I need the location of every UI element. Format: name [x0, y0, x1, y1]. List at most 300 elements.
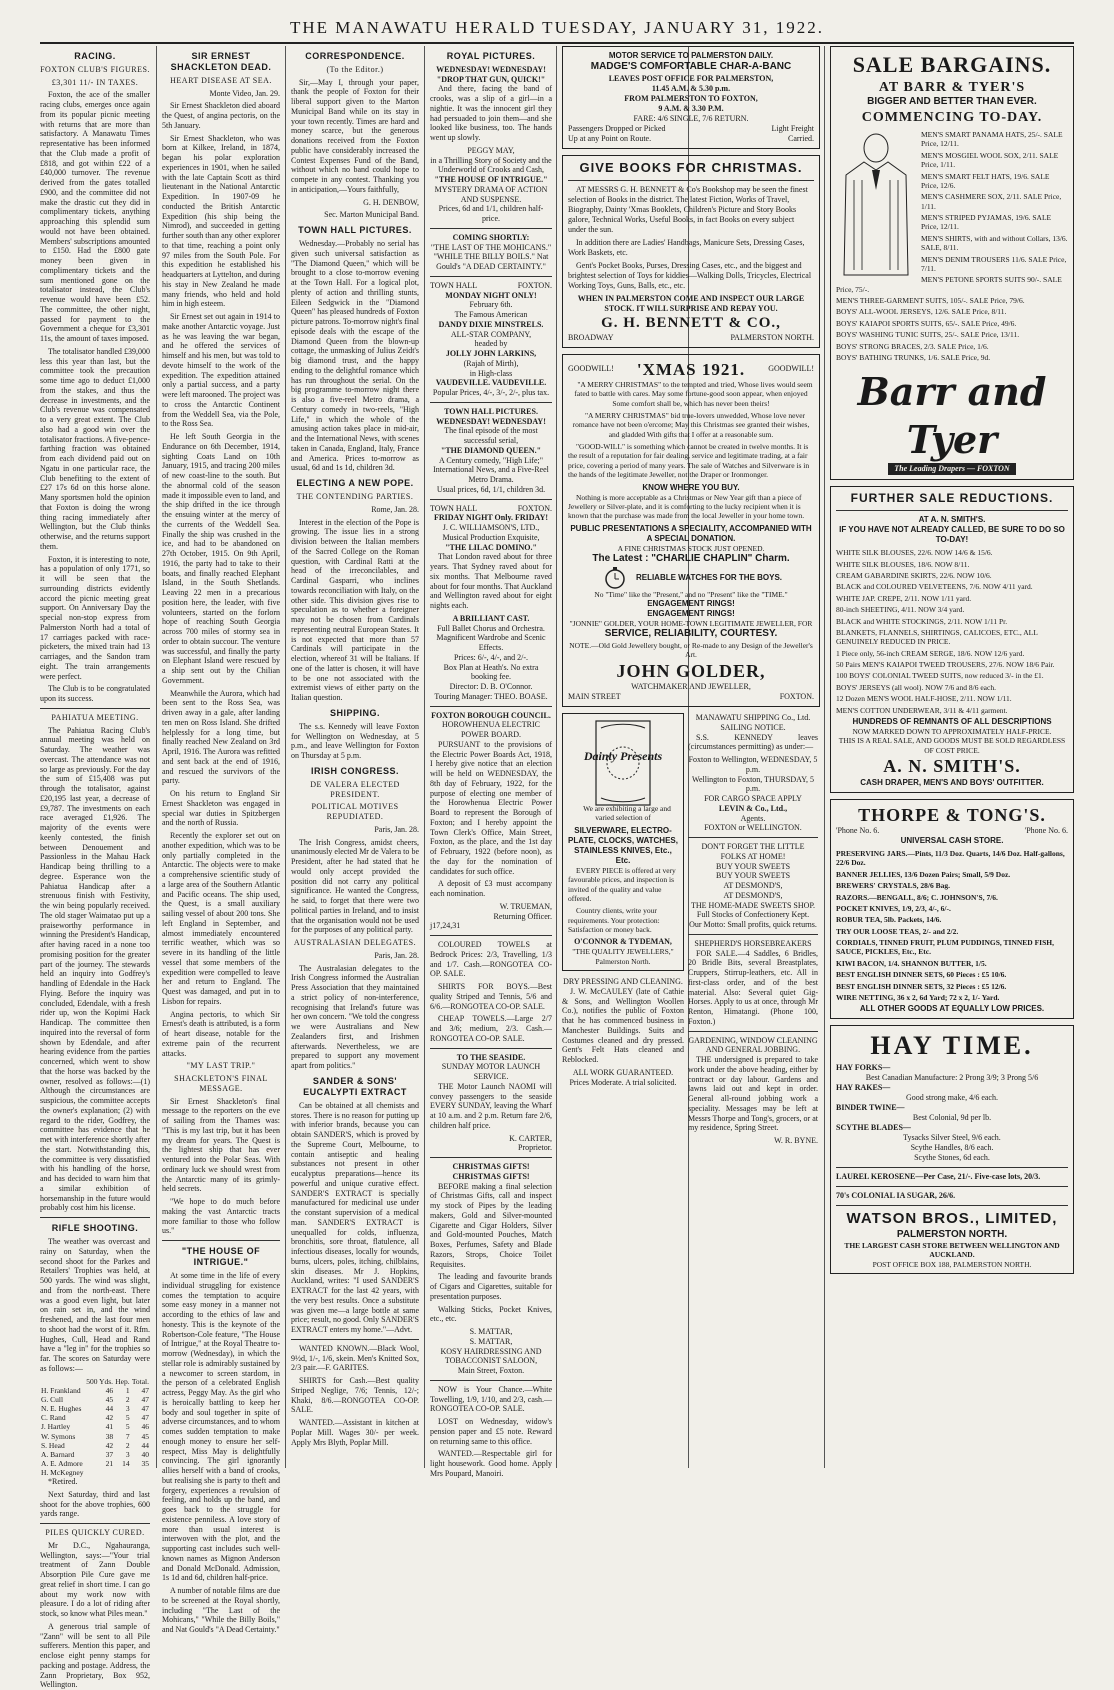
ad-paragraph: EVERY PIECE is offered at very favourable prices, and inspection is invited of the quality and value offered.: [568, 865, 676, 903]
list-item: MEN'S STRIPED PYJAMAS, 19/6. SALE Price, 12/11.: [921, 213, 1052, 232]
table-cell: 45: [105, 1394, 114, 1404]
classified-ad: SHIRTS for Cash.—Best quality Striped Neglige, 7/6; Tennis, 12/-; Khaki, 8/6.—RONGOTEA CO-OP. SALE.: [291, 1376, 419, 1415]
an-smith-ad: [830, 486, 1074, 792]
dry-cleaning-heading: DRY PRESSING AND CLEANING.: [563, 977, 683, 987]
article-paragraph: Recently the explorer set out on another expedition, which was to be only partially completed in the Antarctic. The objects were to make a comprehensive scientific study of a large area of the Southern Atlantic and Pacific oceans. The ship used, the Quest, is a small auxiliary sailing vessel of about 200 tons. She left England in September, and almost immediately encountered terrific weather, which was so severe in its handling of the little vessel that some members of the expedition were compelled to leave her and return to England. The Quest was damaged, and put in to Lisbon for repairs.: [162, 831, 280, 1006]
ad-company: JOHN GOLDER,: [616, 660, 766, 681]
classified-ad: SHIRTS FOR BOYS.—Best quality Striped and Tennis, 5/6 and 6/6.—RONGOTEA CO-OP. SALE.: [430, 982, 552, 1011]
classified-ad: COLOURED TOWELS at Bedrock Prices: 2/3, Travelling, 1/3 and 1/7. Cash.—RONGOTEA CO-OP. SALE.: [430, 940, 552, 979]
signature: Sec. Marton Municipal Band.: [324, 210, 419, 220]
table-cell: H. Frankland: [41, 1385, 81, 1395]
list-item: 100 BOYS' COLONIAL TWEED SUITS, now reduced 3/- in the £1.: [836, 671, 1044, 681]
article-paragraph: A generous trial sample of "Zann" will be sent to all Pile sufferers. Mention this paper, and enclose eight penny stamps for packing and postage. Address, the Zann Proprietary, Box 952, Wellington.: [40, 1621, 150, 1690]
thp-prices: Usual prices, 6d, 1/1, children 3d.: [436, 484, 546, 494]
event-vaudeville: VAUDEVILLE. VAUDEVILLE.: [435, 378, 547, 388]
event-text: ALL-STAR COMPANY,: [450, 329, 532, 339]
ad-line: CASH DRAPER, MEN'S AND BOYS' OUTFITTER.: [860, 777, 1044, 787]
list-item: 1 Piece only, 56-inch CREAM SERGE, 18/6. NOW 12/6 yard.: [836, 648, 1025, 658]
ad-line: 'Phone No. 6.: [1024, 826, 1068, 835]
table-header: [40, 1377, 85, 1386]
ad-line: DON'T FORGET THE LITTLE FOLKS AT HOME!: [701, 842, 805, 861]
thp-text: A Century comedy, "High Life;" International News, and a Five-Reel Metro Drama.: [433, 455, 549, 485]
borough-heading: FOXTON BOROUGH COUNCIL.: [431, 710, 551, 720]
table-cell: 44: [105, 1404, 114, 1414]
list-item: MEN'S SMART FELT HATS, 19/6. SALE Price, 12/6.: [921, 171, 1050, 190]
column-rule: [556, 46, 557, 1468]
table-cell: 3: [125, 1404, 130, 1414]
royal-star: PEGGY MAY,: [467, 145, 515, 155]
list-item: MEN'S SHIRTS, with and without Collars, 13/6. SALE, 8/11.: [921, 233, 1068, 253]
shackleton-heading: SIR ERNEST SHACKLETON DEAD.: [170, 51, 272, 72]
ad-line: PALMERSTON NORTH.: [896, 1228, 1008, 1240]
list-item: WIRE NETTING, 36 x 2, 6d Yard; 72 x 2, 1/- Yard.: [836, 992, 1000, 1002]
thp-heading: TOWN HALL PICTURES.: [444, 406, 538, 416]
dateline: Rome, Jan. 28.: [371, 504, 419, 514]
ad-line: The Latest : "CHARLIE CHAPLIN" Charm.: [592, 553, 790, 564]
table-cell: 3: [125, 1449, 130, 1459]
table-cell: 5: [125, 1413, 130, 1423]
ad-line: ENGAGEMENT RINGS!: [647, 598, 735, 608]
list-item: POCKET KNIVES, 1/9, 2/3, 4/-, 6/-.: [836, 903, 951, 913]
ad-line: BUY YOUR SWEETS: [715, 871, 791, 881]
table-header: Hep.: [115, 1376, 130, 1386]
divider: [430, 276, 552, 277]
racing-heading: RACING.: [74, 51, 116, 61]
table-cell: [114, 1468, 131, 1477]
irish-subheading-2: POLITICAL MOTIVES REPUDIATED.: [311, 802, 399, 822]
mattar-name: S. MATTAR,: [469, 1336, 513, 1346]
ad-company: THORPE & TONG'S.: [858, 804, 1046, 825]
event-text: Musical Production Exquisite,: [442, 532, 540, 542]
table-row: [40, 1468, 150, 1477]
event-prices: Prices: 6/-, 4/-, and 2/-.: [454, 652, 528, 662]
footnote: *Retired.: [48, 1477, 78, 1487]
intrigue-heading: "THE HOUSE OF INTRIGUE.": [181, 1246, 261, 1268]
ad-paragraph: J. W. McCAULEY (late of Cathie & Sons, and Wellington Woollen Co.), notifies the public of Foxton that he has commenced business in Manchester Buildings. Suits and Costumes cleaned and dry pressed. Gent's Felt Hats cleaned and Reblocked.: [562, 986, 684, 1065]
list-item: MEN'S DENIM TROUSERS 11/6. SALE Price, 7/11.: [921, 254, 1067, 273]
table-cell: 45: [141, 1431, 149, 1441]
ad-line: Best Canadian Manufacture: 2 Prong 3/9; 3 Prong 5/6: [865, 1072, 1039, 1082]
list-item: ROBUR TEA, 5lb. Packets, 14/6.: [836, 915, 942, 925]
ad-line: MAIN STREET: [568, 692, 621, 701]
list-item: WHITE SILK BLOUSES, 22/6. NOW 14/6 & 15/6.: [836, 548, 993, 558]
ad-line: Wellington to Foxton, THURSDAY, 5 p.m.: [692, 774, 814, 794]
piles-heading: PILES QUICKLY CURED.: [45, 1528, 145, 1538]
list-item: BEST ENGLISH DINNER SETS, 32 Pieces : £5 12/6.: [836, 981, 1007, 991]
article-paragraph: The Irish Congress, amidst cheers, unanimously elected Mr de Valera to be President, after he had stated that he would only accept provided the position did not carry any political significance. He wanted the Congress, he said, to forget that there were two political parties in Ireland, and to insist that the organisation would not be used for the purposes of any political party.: [291, 837, 419, 935]
table-cell: 5: [125, 1422, 130, 1432]
ad-paragraph: "A MERRY CHRISTMAS" bid true-lovers unwedded, Whose love never romance have not been o'ercome; May this Christmas see granted their wishes, and gladded With gifts that I offer at a reasonable sum.: [572, 410, 810, 439]
ad-line: 'Phone No. 6.: [836, 826, 880, 835]
list-item: MEN'S THREE-GARMENT SUITS, 105/-. SALE Price, 79/6.: [836, 296, 1025, 305]
table-cell: 35: [141, 1458, 149, 1468]
table-cell: G. Cull: [41, 1394, 64, 1404]
town-hall-heading: TOWN HALL PICTURES.: [298, 225, 412, 236]
seaside-subheading: SUNDAY MOTOR LAUNCH SERVICE.: [441, 1062, 541, 1082]
gardening-heading: GARDENING, WINDOW CLEANING AND GENERAL JOBBING.: [688, 1035, 818, 1055]
table-cell: N. E. Hughes: [41, 1404, 82, 1414]
ad-heading: MOTOR SERVICE TO PALMERSTON DAILY.: [608, 51, 774, 60]
list-item: BOYS' JERSEYS (all wool). NOW 7/6 and 8/6 each.: [836, 682, 996, 692]
list-item: BOYS' KAIAPOI SPORTS SUITS, 65/-. SALE Price, 49/6.: [836, 318, 1017, 328]
monday-heading: MONDAY NIGHT ONLY!: [445, 290, 537, 300]
table-header: Total.: [131, 1376, 149, 1386]
lower-ads: [562, 713, 820, 1146]
ad-line: Good strong make, 4/6 each.: [906, 1092, 998, 1102]
event-prices: Popular Prices, 4/-, 3/-, 2/-, plus tax.: [432, 388, 550, 398]
dainty-presents-logo: Dainty Presents: [583, 749, 663, 763]
ad-line: COMMENCING TO-DAY.: [861, 109, 1043, 125]
signature: G. H. DENBOW,: [363, 197, 419, 207]
barr-tyer-logo: [836, 368, 1068, 475]
friday-heading: FRIDAY NIGHT Only. FRIDAY!: [433, 513, 549, 523]
ad-company: G. H. BENNETT & CO.,: [601, 314, 781, 331]
ad-line: WHEN IN PALMERSTON COME AND INSPECT OUR LARGE STOCK. IT WILL SURPRISE AND REPAY YOU.: [577, 293, 805, 313]
event-text: (Rajah of Mirth),: [463, 358, 519, 368]
article-paragraph: The leading and favourite brands of Cigars and Cigarettes, suitable for presentation purposes.: [430, 1272, 552, 1301]
table-cell: [131, 1468, 150, 1477]
divider: [291, 1339, 419, 1340]
ad-line: 70's COLONIAL IA SUGAR, 26/6.: [836, 1190, 956, 1200]
list-item: BOYS' ALL-WOOL JERSEYS, 12/6. SALE Price, 8/11.: [836, 307, 1007, 317]
ad-company: A. N. SMITH'S.: [883, 756, 1021, 776]
signature: Returning Officer.: [493, 911, 552, 921]
ad-line: HAY FORKS—: [836, 1062, 891, 1072]
column-7: [830, 46, 1074, 1468]
ad-line: Palmerston North.: [595, 956, 651, 966]
ad-line: FOXTON or WELLINGTON.: [704, 823, 802, 833]
list-item: TRY OUR LOOSE TEAS, 2/- and 2/2.: [836, 926, 959, 936]
table-cell: J. Hartley: [41, 1422, 71, 1432]
ad-line: ALL OTHER GOODS AT EQUALLY LOW PRICES.: [859, 1004, 1045, 1014]
ad-paragraph: THE undersigned is prepared to take work under the above heading, either by contract or day labour. Gardens and lawns laid out and kept in order. General all-round jobbing work a speciality. Messages may be left at Messrs Thorpe and Tong's, grocers, or at my residence, Spring Street.: [688, 1055, 818, 1133]
mattar-address: Main Street, Foxton.: [457, 1366, 525, 1376]
article-paragraph: Wednesday.—Probably no serial has given such universal satisfaction as "The Diamond Queen," which will be brought to a close to-morrow evening at the Town Hall. For a logical plot, plenty of action and thrilling stunts, Eileen Sedgwick in the "Diamond Queen" has pleased hundreds of Foxton picture patrons. To-morrow night's final episode deals with the escape of the Diamond Queen from the blown-up cottage, the unmasking of Julius Zeidt's big diamond trust, and the happy ending to the delightful romance which has run throughout the serial. On the big programme to-morrow night there is also a five-reel Metro drama, a Century comedy in two-reels, "High Life," in which the whole of the amusing action takes place in mid-air, and the International News, with scenes taken in Canada, England, Italy, France and America. Prices to-morrow as usual, 6d and 1s 1d, children 3d.: [291, 239, 419, 473]
ad-line: AT A. N. SMITH'S.: [918, 515, 986, 525]
list-item: 80-inch SHEETING, 4/11. NOW 3/4 yard.: [836, 605, 965, 615]
divider: [40, 708, 150, 709]
reference: j17,24,31: [430, 921, 461, 931]
ad-line: "JONNIE" GOLDER, YOUR HOME-TOWN LEGITIMATE JEWELLER, FOR: [569, 618, 813, 628]
list-item: 50 Pairs MEN'S KAIAPOI TWEED TROUSERS, 27/6. NOW 18/6 Pair.: [836, 660, 1055, 669]
article-paragraph: The totalisator handled £39,000 less this year than last, but the committee took the precaution some time ago to deduct £1,000 from the stakes, and thus the decrease in investments, and the Club's revenue was compensated to a very great extent. The Club also had a good win over the totalisator fractions. A five-pence-farthing fraction was obtained from each dividend paid out on Ngatu in one particular race, the Club benefiting to the extent of £27 17s 6d on this horse alone. Many sportsmen hold the opinion that Foxton is doing the wrong thing racing immediately after Wellington, but the Club thinks otherwise, and the returns support them.: [40, 346, 150, 551]
ad-line: WATCHMAKER AND JEWELLER,: [631, 682, 751, 691]
article-paragraph: Sir Ernest Shackleton died aboard the Quest, of angina pectoris, on the 5th January.: [162, 101, 280, 130]
event-text: headed by: [474, 339, 508, 349]
racing-subheading-2: £3,301 11/- IN TAXES.: [51, 77, 139, 87]
ad-company: O'CONNOR & TYDEMAN,: [574, 937, 672, 947]
event-text: Touring Manager: THEO. BOASE.: [434, 691, 548, 701]
table-cell: 47: [141, 1413, 149, 1423]
table-row: [40, 1441, 150, 1450]
ad-line: IF YOU HAVE NOT ALREADY CALLED, BE SURE TO DO SO TO-DAY!: [839, 525, 1065, 545]
event-text: Box Plan at Heath's. No extra booking fee.: [443, 662, 539, 682]
golder-ad: [562, 354, 820, 708]
dateline: Paris, Jan. 28.: [374, 950, 419, 960]
article-paragraph: Sir,—May I, through your paper, thank the people of Foxton for their liberal support given to the Marton Municipal Band while on its stay in your town recently. Times are hard and money scarce, but the generous donations received from the Foxton public have considerably increased the Contest Expenses Fund of the Band, without which no band could hope to compete in any contest. Thanking you in anticipation,—Yours faithfully,: [291, 77, 419, 194]
logo-text: Barr and Tyer: [857, 369, 1047, 462]
dateline: Paris, Jan. 28.: [374, 824, 419, 834]
article-paragraph: Mr D.C., Ngahauranga, Wellington, says:—"Your trial treatment of Zann Double Absorption Pile Cure gave me great relief in short time. I can go about my work now with pleasure. I do a lot of riding after stock, so know what Piles mean.": [40, 1540, 150, 1619]
racing-subheading: FOXTON CLUB'S FIGURES.: [40, 64, 150, 74]
list-item: MEN'S CASHMERE SOX, 2/11. SALE Price, 1/11.: [921, 192, 1062, 211]
ad-line: Tysacks Silver Steel, 9/6 each.: [903, 1132, 1001, 1142]
list-item: CREAM GABARDINE SKIRTS, 22/6. NOW 10/6.: [836, 571, 992, 580]
article-paragraph: A deposit of £3 must accompany each nomination.: [430, 879, 552, 899]
sailing-notice: SAILING NOTICE.: [720, 722, 786, 732]
rifle-score-table: [40, 1377, 150, 1478]
pope-subheading: THE CONTENDING PARTIES.: [296, 492, 414, 502]
article-paragraph: The s.s. Kennedy will leave Foxton for Wellington on Wednesday, at 5 p.m., and leave Wellington for Foxton on Thursday at 5 p.m.: [291, 721, 419, 761]
pahiatua-heading: PAHIATUA MEETING.: [51, 712, 139, 722]
divider: [430, 706, 552, 707]
column-6: [688, 713, 818, 1146]
table-row: [40, 1395, 150, 1404]
article-paragraph: PURSUANT to the provisions of the Electric Power Boards Act, 1918, I hereby give notice that an election will be held on WEDNESDAY, the 8th day of February, 1922, for the purpose of electing one member of the Horowhenua Electric Power Board to represent the Borough of Foxton; and I hereby appoint the Town Clerk's Office, Main Street, Foxton, as the place, and the 1st day of February, 1922 (before noon), as the day for the nomination of candidates for such office.: [430, 739, 552, 876]
list-item: MEN'S MOSGIEL WOOL SOX, 2/11. SALE Price, 1/11.: [921, 150, 1059, 170]
ad-paragraph: Gent's Pocket Books, Purses, Dressing Cases, etc., and the biggest and brightest selection of Toys for kiddies—Walking Dolls, Tricycles, Electrical Working Toys, Guns, Balls, etc., etc.: [568, 260, 812, 290]
article-paragraph: The weather was overcast and rainy on Saturday, when the second shoot for the Parkes and Retailers' Trophies was held, at 500 yards. The wind was slight, and from the north-east. There was a good even light, but later on rain set in, and the wind freshened, and the last four men to shoot had the worst of it. Rfm. Hughes, Cull, Head and Rand have a "leg in" for the trophies so far. The scores on Saturday were as follows:—: [40, 1237, 150, 1373]
horsebreakers-heading: SHEPHERD'S HORSEBREAKERS: [694, 938, 812, 948]
table-cell: 41: [105, 1422, 114, 1432]
column-4: [430, 46, 552, 1478]
article-paragraph: On his return to England Sir Ernest Shackleton was engaged in special war duties in Spitzbergen and the north of Russia.: [162, 789, 280, 828]
ad-paragraph: AT MESSRS G. H. BENNETT & Co's Bookshop may be seen the finest selection of Books in the district. The latest Fiction, Works of Travel, Biography, Dainty 'Xmas Booklets, Children's Picture and Story Books galore, Technical Works, Useful Books, in fact Books on every subject under the sun.: [568, 184, 808, 234]
article-paragraph: Next Saturday, third and last shoot for the above trophies, 600 yards range.: [40, 1489, 150, 1519]
list-item: BOYS' STRONG BRACES, 2/3. SALE Price, 1/6.: [836, 341, 989, 351]
town-hall-place: FOXTON.: [517, 280, 552, 290]
shackleton-subheading: HEART DISEASE AT SEA.: [170, 75, 272, 85]
table-cell: [85, 1468, 114, 1477]
royal-film-title: "DROP THAT GUN, QUICK!": [436, 74, 546, 84]
ad-line: POST OFFICE BOX 188, PALMERSTON NORTH.: [872, 1259, 1032, 1269]
ad-paragraph: "GOOD-WILL" is something which cannot be created in twelve months. It is the result of a reputation for fair dealing, service and legitimate trading, at a fair price, covering a period of many years. The sale of Watches and Silverware is in the hands of the legitimate Jeweller, not the Draper or Ironmonger.: [568, 442, 810, 480]
list-item: WHITE JAP. CREPE, 2/11. NOW 1/11 yard.: [836, 593, 972, 603]
event-date: February 6th.: [469, 300, 513, 310]
royal-pictures-heading: ROYAL PICTURES.: [446, 51, 536, 61]
article-paragraph: Can be obtained at all chemists and stores. There is no reason for putting up with inferior brands, because you can obtain SANDER'S, which is proved by the Supreme Court, Melbourne, to contain antiseptic and healing substances not present in other eucalyptus preparations—hence its powerful and unique curative effect. SANDER'S EXTRACT is specially manufactured for medicinal use under the constant supervision of a medical man. SANDER'S EXTRACT is unequalled for colds, influenza, bronchitis, sore throat, flatulence, all infectious diseases, locally for wounds, burns, ulcers, poles, itching, chilblains, skin diseases. Mr J. Hopkins, Auckland, writes: "I used SANDER'S EXTRACT for the last 42 years, with the very best results. Once a substitute was given me—a large bottle at same price; result, no good. Only SANDER'S EXTRACT enters my home."—Advt.: [291, 1100, 419, 1335]
table-row: [40, 1386, 150, 1395]
coming-heading: COMING SHORTLY:: [452, 232, 530, 242]
ad-line: FOXTON.: [779, 692, 814, 701]
divider: [430, 499, 552, 500]
ad-paragraph: FOR SALE.—4 Saddles, 6 Bridles, 20 Bridle Bits, several Breastplates, Cruppers, Stirrup-leathers, etc. All in first-class order, and of the best material. Also: Several quiet Gig-Horses. Apply to us at once, through Mr Renton, Himatangi. (Phone 100, Foxton.): [688, 948, 818, 1026]
ad-company: WATSON BROS., LIMITED,: [846, 1209, 1058, 1227]
article-paragraph: Sir Ernest set out again in 1914 to make another Antarctic voyage. Just as he was leaving the war began, and he offered the services of himself and his men, but was told to devote himself to the work of the expedition. The expedition attained only a partial success, and a party were left marooned. The project was to cross the Antarctic Continent from the Weddell Sea, via the Pole, to the Ross Sea.: [162, 312, 280, 429]
ad-line: PUBLIC PRESENTATIONS A SPECIALITY, ACCOMPANIED WITH A SPECIAL DONATION.: [570, 523, 812, 543]
divider: [430, 935, 552, 936]
column-rule: [156, 46, 157, 1468]
town-hall-place: FOXTON.: [517, 503, 552, 513]
table-cell: 47: [141, 1385, 149, 1395]
list-item: BREWERS' CRYSTALS, 28/6 Bag.: [836, 881, 950, 891]
event-text: The Famous American: [454, 310, 528, 320]
ad-line: Our Motto: Small profits, quick returns.: [689, 920, 817, 929]
royal-text: in a Thrilling Story of Society and the Underworld of Crooks and Cash,: [430, 155, 552, 175]
classified-ad: NOW is Your Chance.—White Towelling, 1/9, 1/10, and 2/3, cash.—RONGOTEA CO-OP. SALE.: [430, 1384, 552, 1414]
ad-line: BUY YOUR SWEETS: [715, 861, 791, 871]
minstrels-name: DANDY DIXIE MINSTRELS.: [438, 319, 544, 329]
table-row: [40, 1450, 150, 1459]
article-paragraph: Foxton, the ace of the smaller racing clubs, emerges once again from its popular picnic meeting with returns that are more than satisfactory. A Manawatu Times representative has been informed that the Club made a profit of £818, and got within £22 of a £40,000 turnover. The revenue derived from the gates totalled £900, and the committee did not make the drastic cut they did in complimentary tickets, anything approaching this splendid sum would not have been obtained. Members' subscriptions amounted to £150. Had the £800 gate money been given in complimentary tickets and the sum mentioned gone on the totalisator instead, the Club's revenue would have been £52. The committee, the other night, passed for payment to the Government a cheque for £3,301 11s, the amount of taxes imposed.: [40, 90, 150, 344]
event-text: J. C. WILLIAMSON'S, LTD.,: [442, 523, 540, 533]
divider: [430, 228, 552, 229]
thp-text: The final episode of the most successful serial,: [444, 426, 538, 446]
column-rule: [824, 46, 825, 1468]
table-cell: 47: [141, 1394, 149, 1404]
ad-line: FROM PALMERSTON TO FOXTON,: [624, 93, 758, 103]
correspondence-heading: CORRESPONDENCE.: [305, 51, 405, 61]
article-paragraph: The Pahiatua Racing Club's annual meeting was held on Saturday. The weather was overcast. The attendance was not so large as previously. For the day the sum of £15,408 was put through the totalisator, against £20,195 last year, a decrease of £9,787. The investments on each race averaged £1,926. The majority of the events were keenly contested, the finish between Denouement and Passionless in the Mahau Hack Handicap being thrilling to a degree. Esperance won the Pahiatua Handicap after a strenuous finish with Festivity, the win being popularly received. The old stager Waimatao put up a praiseworthy performance in winning the President's Handicap, after having raced in a none too promising position for the greater part of the journey. The stewards held an inquiry into Godfrey's handling of Edendale in the Hack Flying. Before the inquiry was concluded, Edendale, with a fresh rider up, won the Kopimi Hack Handicap. The committee then inquired into the reversal of form shown by Edendale, and after hearing evidence from the parties concerned, which went to show that the horse was backed by the owner, resolved as follows:—(1) Although the circumstances are suspicious, the committee accepts the owner's explanation; (2) with regard to the rider, Godfrey, the committee has evidence that he met with interference shortly after the start. Notwithstanding this, the committee is very dissatisfied with his handling of the horse, and has decided to warn him that a similar exhibition of horsemanship in the future would probably cost him his license.: [40, 725, 150, 1213]
ad-line: THE LARGEST CASH STORE BETWEEN WELLINGTON AND AUCKLAND.: [844, 1241, 1060, 1260]
table-cell: 46: [105, 1385, 114, 1395]
ad-line: FOR CARGO SPACE APPLY: [704, 794, 802, 803]
article-paragraph: Angina pectoris, to which Sir Ernest's death is attributed, is a form of heart disease, notable for the extreme pain of the recurrent attacks.: [162, 1009, 280, 1058]
ad-title: MADGE'S COMFORTABLE CHAR-A-BANC: [590, 61, 792, 72]
ad-paragraph: Nothing is more acceptable as a Christmas or New Year gift than a piece of Jewellery or Silver-plate, and it is comforting to the lucky recipient when it is known that the purchase was made from the local Jeweller in your home town.: [568, 492, 805, 521]
ad-title: SALE BARGAINS.: [852, 52, 1052, 77]
watson-bros-ad: [830, 1025, 1074, 1274]
classified-ad: WANTED KNOWN.—Black Wool, 9½d, 1/-, 1/6, skein. Men's Knitted Sox, 2/3 pair.—F. GARITES.: [291, 1343, 419, 1373]
ad-line: Light Freight: [771, 123, 814, 133]
ad-line: RELIABLE WATCHES FOR THE BOYS.: [635, 572, 783, 582]
divider: [430, 1048, 552, 1049]
town-hall-label: TOWN HALL: [430, 503, 478, 513]
ad-title: GIVE BOOKS FOR CHRISTMAS.: [579, 159, 803, 175]
classified-ad: WANTED.—Respectable girl for light housework. Good home. Apply Mrs Poupard, Manoiri.: [430, 1449, 552, 1478]
gifts-heading: CHRISTMAS GIFTS!: [452, 1171, 530, 1181]
table-cell: 42: [105, 1440, 114, 1450]
correspondence-subheading: (To the Editor.): [326, 64, 384, 74]
table-row: [40, 1432, 150, 1441]
article-paragraph: "We hope to do much before making the vast Antarctic tracts more familiar to those who follow us.": [162, 1197, 280, 1236]
list-item: CORDIALS, TINNED FRUIT, PLUM PUDDINGS, TINNED FISH, SAUCE, PICKLES, Etc., Etc.: [836, 938, 1054, 957]
books-ad: [562, 155, 820, 348]
list-item: PRESERVING JARS.—Pints, 11/3 Doz. Quarts, 14/6 Doz. Half-gallons, 22/6 Doz.: [836, 849, 1065, 868]
signature: Proprietor.: [518, 1143, 552, 1153]
sander-heading: SANDER & SONS' EUCALYPTI EXTRACT: [303, 1075, 407, 1097]
ad-title: FURTHER SALE REDUCTIONS.: [850, 491, 1054, 506]
table-cell: 47: [141, 1404, 149, 1414]
list-item: KIWI BACON, 1/4. SHANNON BUTTER, 1/5.: [836, 958, 987, 968]
article-paragraph: THE Motor Launch NAOMI will convey passengers to the seaside EVERY SUNDAY, leaving the Wharf at 10 a.m. and 2 p.m. Return fare 2/6, children half price.: [430, 1081, 552, 1130]
ad-line: THE HOME-MADE SWEETS SHOP.: [691, 900, 815, 910]
divider: [430, 1157, 552, 1158]
ad-line: GOODWILL!: [768, 364, 814, 374]
ad-line: SILVERWARE, ELECTRO-PLATE, CLOCKS, WATCHES, STAINLESS KNIVES, Etc., Etc.: [568, 825, 678, 865]
table-cell: W. Symons: [41, 1431, 76, 1441]
ad-line: ENGAGEMENT RINGS!: [647, 608, 735, 618]
ad-line: Carried.: [788, 133, 814, 143]
shirt-illustration-icon: [836, 130, 916, 280]
irish-heading: IRISH CONGRESS.: [310, 765, 399, 776]
irish-subheading: DE VALERA ELECTED PRESIDENT.: [310, 779, 400, 799]
column-3: [291, 46, 419, 1468]
table-cell: 42: [105, 1413, 114, 1423]
article-paragraph: Foxton, it is interesting to note, has a population of only 1771, so it will be seen that the surrounding districts evidently accord the picnic meeting great support. On Anniversary Day the special non-stop express from Palmerston North had a total of 17 carriages packed with race-picketers, the mixed train had 13 carriages, and the Sandon tram eight. The train arrangements were perfect.: [40, 554, 150, 681]
article-paragraph: That London raved about for three years. That Sydney raved about for six months. That Melbourne raved about for four months. That Auckland and Wellington raved about for eight nights each.: [430, 552, 552, 611]
table-cell: A. Barnard: [41, 1449, 75, 1459]
table-cell: 7: [125, 1431, 130, 1441]
event-text: in High-class: [469, 368, 513, 378]
table-cell: 46: [141, 1422, 149, 1432]
lilac-title: "THE LILAC DOMINO.": [445, 542, 537, 552]
list-item: BANNER JELLIES, 13/6 Dozen Pairs; Small, 5/9 Doz.: [836, 869, 1011, 879]
classified-ad: CHEAP TOWELS.—Large 2/7 and 3/6; medium, 2/3. Cash.—RONGOTEA CO-OP. SALE.: [430, 1014, 552, 1043]
ad-line: 11.45 A.M. & 5.30 p.m.: [651, 83, 731, 93]
list-item: RAZORS.—BENGALL, 8/6; C. JOHNSON'S, 7/6.: [836, 892, 998, 902]
royal-feature: "THE HOUSE OF INTRIGUE.": [434, 175, 548, 185]
table-header: 500 Yds.: [86, 1376, 114, 1386]
ad-title: HAY TIME.: [870, 1031, 1034, 1061]
borough-subheading: HOROWHENUA ELECTRIC POWER BOARD.: [442, 720, 540, 740]
ad-company: AT DESMOND'S,: [723, 890, 783, 900]
ad-line: PALMERSTON NORTH.: [730, 332, 814, 342]
divider: [430, 1380, 552, 1381]
ad-line: Up at any Point on Route.: [568, 133, 652, 143]
ad-line: GOODWILL!: [568, 364, 614, 374]
thorpe-tong-ad: [830, 799, 1074, 1020]
article-paragraph: Sir Ernest Shackleton, who was born at Kilkee, Ireland, in 1874, began his polar exploration experiences in 1901, when he sailed with the late Captain Scott as third lieutenant in the National Antarctic Expedition. In 1907-09 he conducted the British Antarctic Expedition (his ship being the Nimrod), and succeeded in getting further south than any other explorer to that time, reaching a point only 97 miles from the South Pole. For this expedition he established his headquarters at Lyttelton, and during his stay in New Zealand he made many friends, who held and hold him in high esteem.: [162, 133, 280, 309]
thp-day: WEDNESDAY! WEDNESDAY!: [436, 416, 546, 426]
table-row: [40, 1422, 150, 1431]
divider: [40, 1523, 150, 1524]
australasian-heading: AUSTRALASIAN DELEGATES.: [293, 938, 417, 948]
ad-line: SERVICE, RELIABILITY, COURTESY.: [604, 628, 778, 640]
ad-line: No "Time" like the "Present," and no "Present" like the "TIME.": [594, 589, 788, 599]
dainty-presents-ad: [562, 713, 684, 971]
mattar-business: KOSY HAIRDRESSING AND TOBACCONIST SALOON,: [440, 1346, 542, 1366]
ad-paragraph: S.S. KENNEDY leaves (circumstances permitting) as under:—: [688, 732, 818, 752]
article-paragraph: At some time in the life of every individual struggling for existence comes the temptation to acquire some easy money in a manner not according to the ethics of law and honesty. This is the keynote of the Robertson-Cole feature, "The House of Intrigue," at the Royal Theatre to-morrow (Wednesday), in which the stellar role is admirably sustained by a newcomer to screen stardom, in the person of a celebrated English actress, Peggy May. As the girl who is heroically battling to keep her body and soul together in spite of adverse circumstances, and to whom comes sudden temptation to make enough money to ensure her self-respect, Miss May is delightfully convincing. The girl ignorantly allies herself with a band of crooks, but realising she is party to theft and forgery, experiences a revulsion of feeling, and holds up the band, and goes back to the struggle for existence penniless. A love story of more than usual interest is interwoven with the plot, and the supporting cast includes such well-known names as Mignon Anderson and Donald McDonald. Admission, 1s 1d and 6d, children half-price.: [162, 1271, 280, 1583]
gifts-heading: CHRISTMAS GIFTS!: [452, 1162, 530, 1172]
table-cell: 2: [125, 1394, 130, 1404]
pope-heading: ELECTING A NEW POPE.: [296, 478, 414, 489]
barr-tyer-sale-ad: [830, 46, 1074, 480]
table-cell: 38: [105, 1431, 114, 1441]
ad-line: 9 A.M. & 3.30 P.M.: [658, 103, 724, 113]
table-cell: 1: [125, 1385, 130, 1395]
ad-paragraph: In addition there are Ladies' Handbags, Manicure Sets, Dressing Cases, Work Baskets, etc.: [568, 237, 805, 257]
ad-line: LAUREL KEROSENE—Per Case, 21/-. Five-case lots, 20/3.: [836, 1171, 1041, 1181]
royal-prices: Prices, 6d and 1/1, children half-price.: [438, 204, 544, 224]
list-item: BLACK and COLOURED VELVETEENS, 7/6. NOW 4/11 yard.: [836, 582, 1033, 592]
column-1: [40, 46, 150, 1690]
ad-line: SCYTHE BLADES—: [836, 1122, 911, 1132]
watch-icon: [600, 566, 630, 590]
dateline: Monte Video, Jan. 29.: [209, 88, 280, 98]
motor-service-ad: [562, 46, 820, 149]
ad-line: AT BARR & TYER'S: [878, 79, 1026, 95]
ad-line: NOTE.—Old Gold Jewellery bought, or Re-made to any Design of the Jeweller's Art.: [569, 640, 813, 660]
event-text: A BRILLIANT CAST.: [452, 613, 530, 623]
event-text: Full Ballet Chorus and Orchestra. Magnificent Wardrobe and Scenic Effects.: [436, 623, 546, 653]
signature: W. TRUEMAN,: [499, 901, 552, 911]
event-star: JOLLY JOHN LARKINS,: [445, 349, 537, 359]
list-item: MEN'S PETONE SPORTS SUITS 90/-. SALE Price, 75/-.: [836, 275, 1062, 294]
article-paragraph: A number of notable films are due to be screened at the Royal shortly, including "The Last of the Mohicans," "While the Billy Boils," and Nat Gould's "A Dead Certainty.": [162, 1586, 280, 1635]
article-paragraph: Interest in the election of the Pope is growing. The issue lies in a strong division between the Italian members of the Sacred College on the Roman question, with Cardinal Ratti at the head of the irreconcilables, and Cardinal Gasparri, who inclines towards reconciliation with Italy, on the other side. This division gives rise to speculation as to whether a foreigner may not be chosen from Cardinals representing neutral European States. It is not expected that more than 57 Cardinals will participate in the election, whereof 31 will be Italians. If one of the latter is chosen, it will have to be one not associated with the extremist views of either party on the Italian question.: [291, 517, 419, 703]
table-cell: 2: [125, 1440, 130, 1450]
ad-line: UNIVERSAL CASH STORE.: [900, 836, 1004, 845]
table-cell: S. Head: [41, 1440, 65, 1450]
article-paragraph: And there, facing the band of crooks, was a slip of a girl—in a nightie. It was the innocent girl they had persuaded to join them—and she looked like business, too. The hands went up slowly.: [430, 84, 552, 143]
table-cell: 37: [105, 1449, 114, 1459]
ad-line: Foxton to Wellington, WEDNESDAY, 5 p.m.: [688, 755, 818, 774]
classified-ad: LOST on Wednesday, widow's pension paper and £5 note. Reward on returning same to this office.: [430, 1417, 552, 1446]
table-cell: A. E. Admore: [41, 1458, 83, 1468]
article-paragraph: Meanwhile the Aurora, which had been sent to the Ross Sea, was driven away in a gale, after landing ten men on Ross Island. She drifted helplessly for a long time, but finally reached New Zealand on 3rd April, 1916. The Aurora was refitted and sent back at the end of 1916, and rescued the survivors of the party.: [162, 688, 280, 786]
